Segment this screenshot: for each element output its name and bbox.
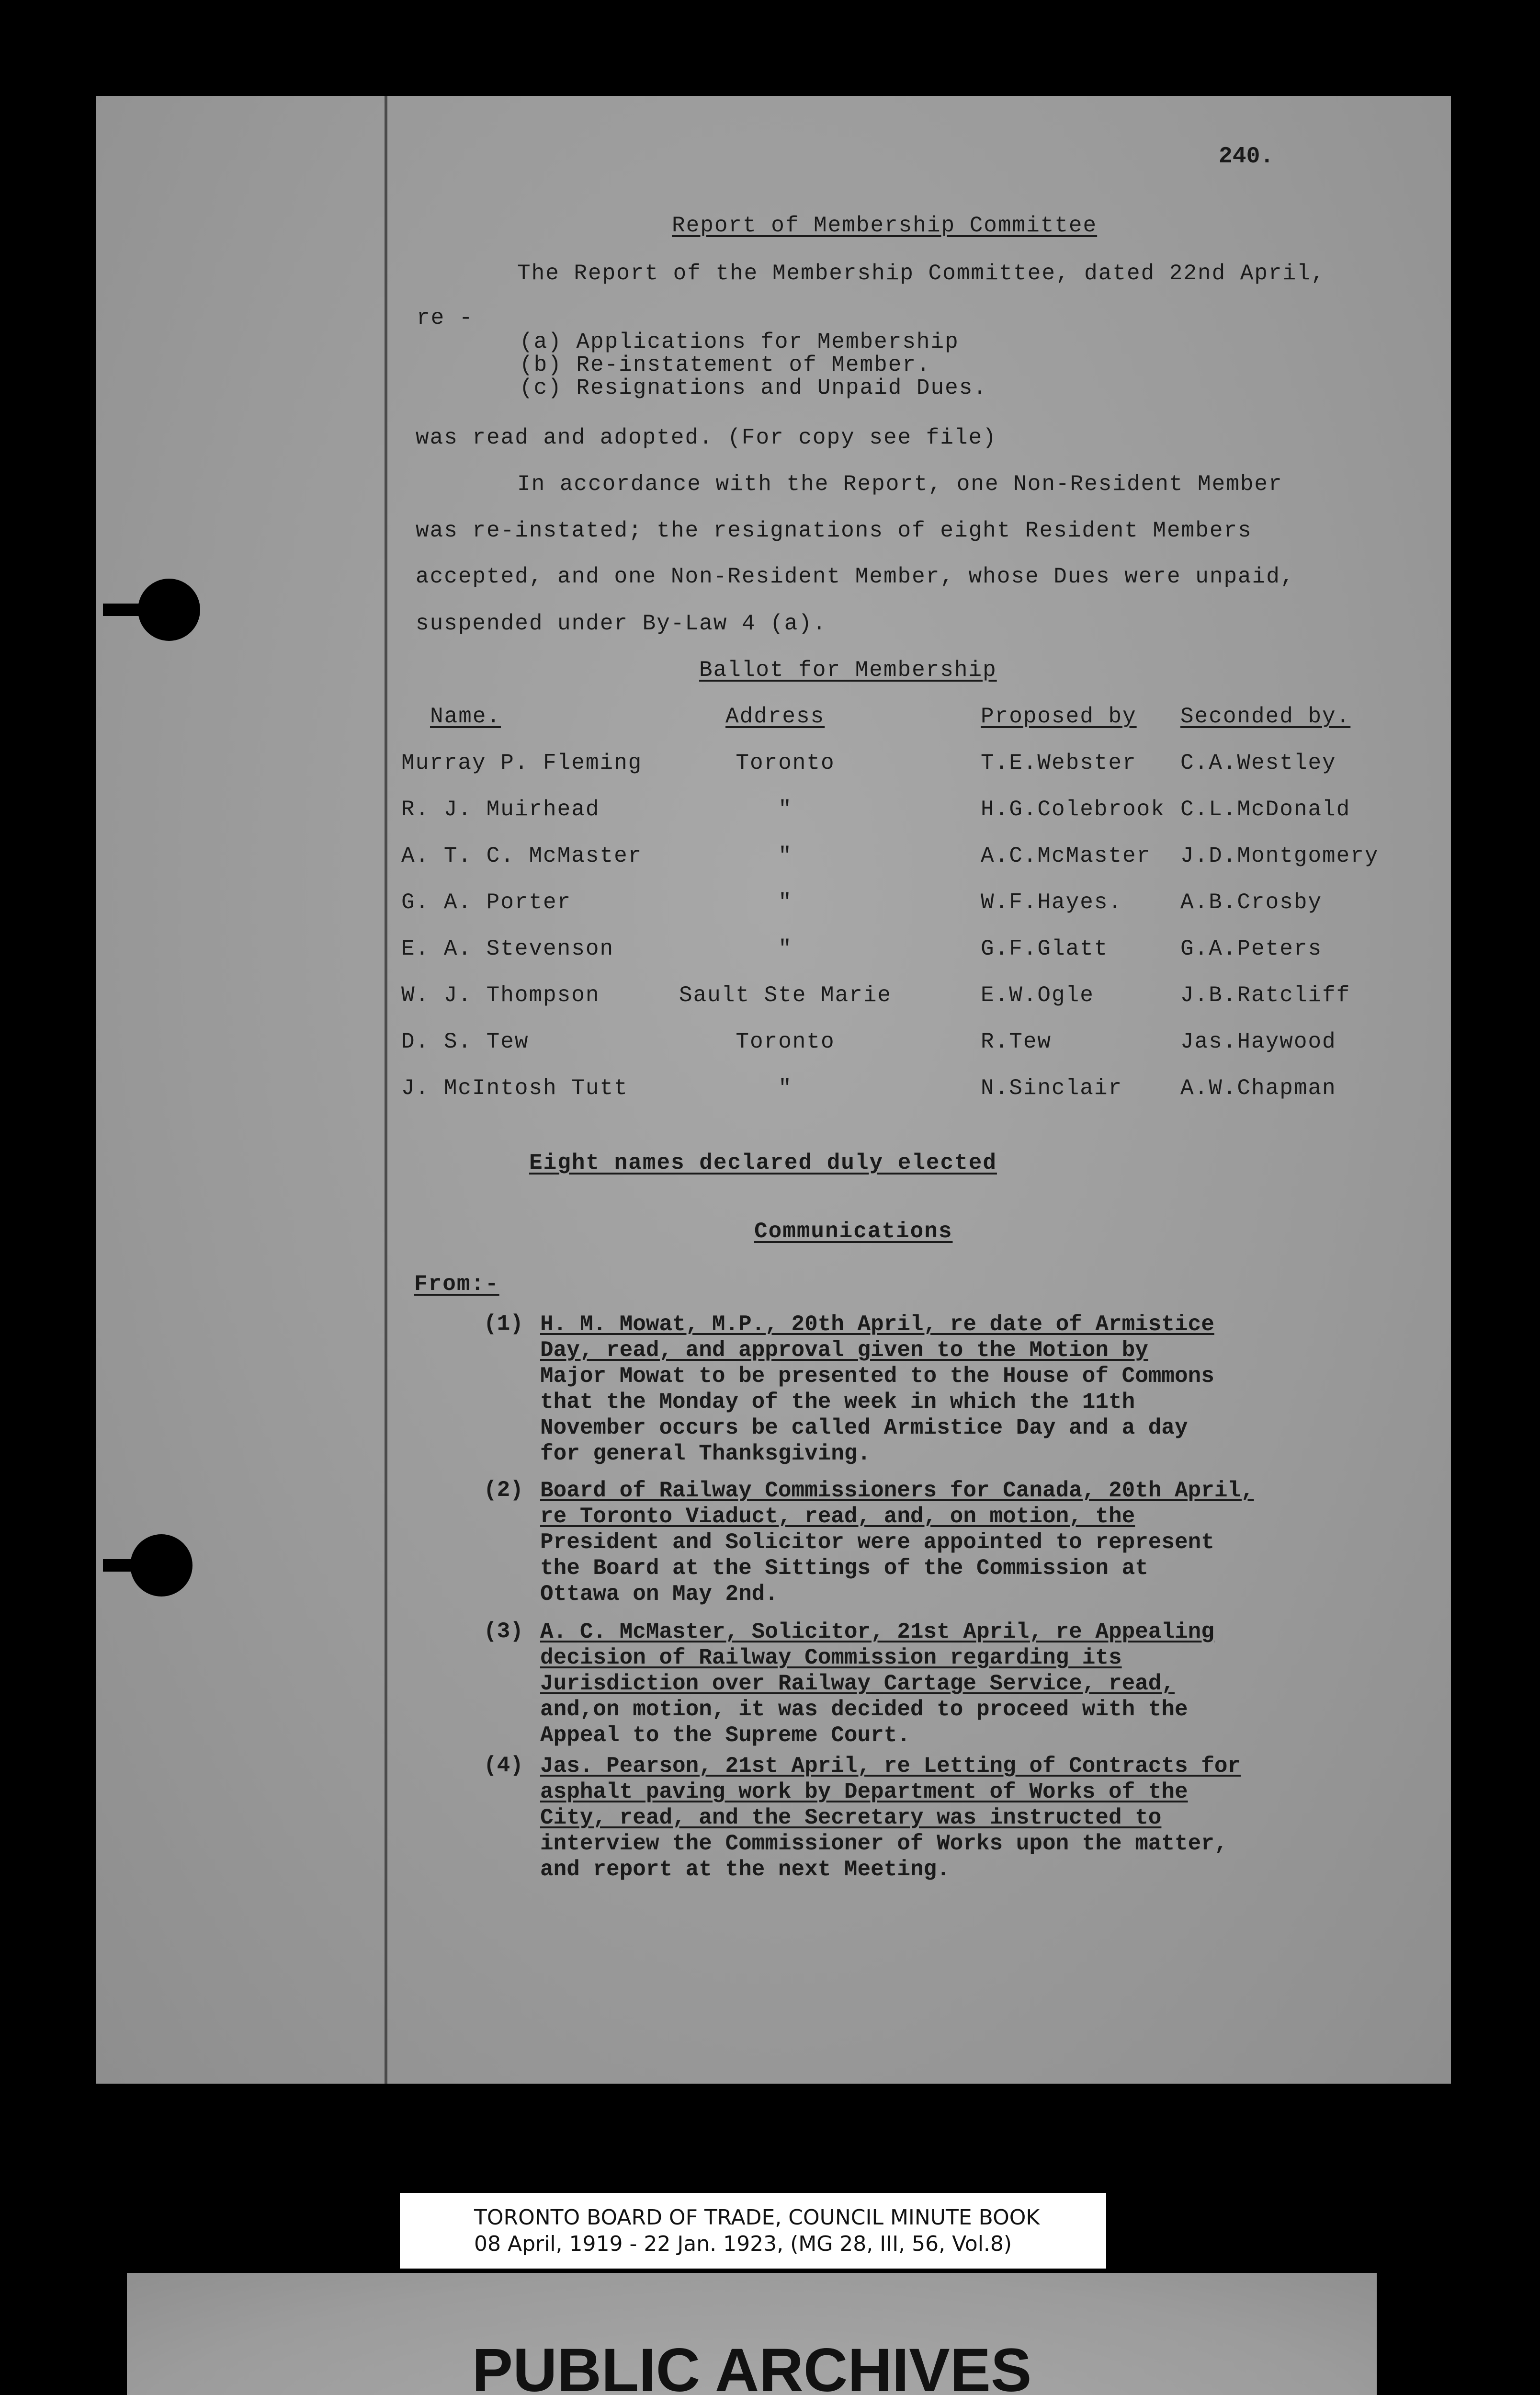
ballot-footer: Eight names declared duly elected [529, 1151, 997, 1175]
communication-line: and,on motion, it was decided to proceed with the [540, 1697, 1188, 1722]
ballot-cell-name: J. McIntosh Tutt [401, 1076, 628, 1101]
ballot-header-proposed: Proposed by [981, 704, 1137, 729]
communication-line: Jas. Pearson, 21st April, re Letting of Contracts for [540, 1754, 1241, 1779]
ballot-cell-proposed: R.Tew [981, 1029, 1052, 1054]
communication-line: A. C. McMaster, Solicitor, 21st April, re Appealing [540, 1619, 1214, 1644]
report-para-line: In accordance with the Report, one Non-Resident Member [517, 472, 1283, 497]
ballot-cell-proposed: N.Sinclair [981, 1076, 1123, 1101]
communication-line: and report at the next Meeting. [540, 1857, 950, 1882]
communication-number: (4) [484, 1753, 523, 1778]
communication-line: Jurisdiction over Railway Cartage Service, read, [540, 1671, 1175, 1696]
margin-rule [385, 96, 387, 2084]
ballot-cell-address: " [778, 1076, 793, 1101]
ballot-cell-name: G. A. Porter [401, 890, 572, 915]
ballot-cell-address: " [778, 936, 793, 961]
communication-line: re Toronto Viaduct, read, and, on motion, the [540, 1504, 1135, 1529]
ballot-cell-seconded: J.D.Montgomery [1180, 844, 1379, 868]
communication-item [540, 1753, 1241, 1882]
binder-hole-bottom [130, 1534, 192, 1597]
ballot-cell-name: D. S. Tew [401, 1029, 529, 1054]
report-item: (a) Applications for Membership [520, 330, 959, 354]
report-item: (c) Resignations and Unpaid Dues. [520, 376, 987, 400]
communication-number: (2) [484, 1478, 523, 1503]
communication-line: that the Monday of the week in which the 11th [540, 1390, 1135, 1414]
communication-line: Appeal to the Supreme Court. [540, 1723, 910, 1748]
report-adopted: was read and adopted. (For copy see file) [416, 425, 997, 450]
ballot-cell-seconded: A.B.Crosby [1180, 890, 1323, 915]
ballot-cell-name: A. T. C. McMaster [401, 844, 643, 868]
ballot-cell-name: W. J. Thompson [401, 983, 600, 1008]
archives-stamp [127, 2273, 1377, 2395]
report-heading: Report of Membership Committee [672, 213, 1098, 238]
ballot-title: Ballot for Membership [699, 658, 997, 683]
stamp-line-1: PUBLIC ARCHIVES [472, 2336, 1032, 2395]
communication-number: (1) [484, 1312, 523, 1336]
ballot-header-name: Name. [430, 704, 501, 729]
ballot-cell-address: " [778, 844, 793, 868]
communication-line: City, read, and the Secretary was instructed to [540, 1805, 1162, 1830]
archive-label-line-1: TORONTO BOARD OF TRADE, COUNCIL MINUTE BOOK [474, 2205, 1040, 2230]
archive-reference-label [400, 2193, 1106, 2269]
communication-item [540, 1619, 1214, 1748]
communication-line: Board of Railway Commissioners for Canada, 20th April, [540, 1478, 1254, 1503]
ballot-cell-seconded: C.A.Westley [1180, 751, 1336, 776]
report-para-line: suspended under By-Law 4 (a). [416, 611, 827, 636]
communication-line: decision of Railway Commission regarding its [540, 1645, 1122, 1670]
communications-from: From:- [414, 1272, 499, 1297]
communication-number: (3) [484, 1619, 523, 1644]
page-number: 240. [1219, 144, 1274, 170]
report-para-line: was re-instated; the resignations of eight Resident Members [416, 518, 1252, 543]
ballot-cell-name: R. J. Muirhead [401, 797, 600, 822]
ballot-cell-seconded: Jas.Haywood [1180, 1029, 1336, 1054]
ballot-cell-name: Murray P. Fleming [401, 751, 643, 776]
communication-item [540, 1312, 1214, 1467]
communication-line: November occurs be called Armistice Day and a day [540, 1415, 1188, 1440]
communication-line: the Board at the Sittings of the Commission at [540, 1556, 1148, 1581]
ballot-cell-seconded: G.A.Peters [1180, 936, 1323, 961]
ballot-cell-proposed: H.G.Colebrook [981, 797, 1165, 822]
communication-line: Major Mowat to be presented to the House of Commons [540, 1364, 1214, 1389]
communication-line: Ottawa on May 2nd. [540, 1582, 778, 1607]
ballot-header-seconded: Seconded by. [1180, 704, 1351, 729]
ballot-cell-address: Toronto [736, 1029, 835, 1054]
communications-title: Communications [754, 1219, 953, 1244]
ballot-cell-address: Sault Ste Marie [679, 983, 892, 1008]
communication-line: for general Thanksgiving. [540, 1441, 871, 1466]
ballot-cell-address: Toronto [736, 751, 835, 776]
ballot-cell-name: E. A. Stevenson [401, 936, 614, 961]
communication-line: asphalt paving work by Department of Works of the [540, 1779, 1188, 1804]
ballot-cell-proposed: G.F.Glatt [981, 936, 1109, 961]
report-line-1: The Report of the Membership Committee, dated 22nd April, [517, 261, 1325, 286]
communication-line: H. M. Mowat, M.P., 20th April, re date of Armistice [540, 1312, 1214, 1337]
ballot-cell-proposed: A.C.McMaster [981, 844, 1151, 868]
ballot-cell-seconded: A.W.Chapman [1180, 1076, 1336, 1101]
ballot-cell-proposed: E.W.Ogle [981, 983, 1094, 1008]
ballot-cell-address: " [778, 797, 793, 822]
communication-item [540, 1478, 1254, 1607]
ballot-cell-seconded: J.B.Ratcliff [1180, 983, 1351, 1008]
ballot-cell-address: " [778, 890, 793, 915]
report-para-line: accepted, and one Non-Resident Member, whose Dues were unpaid, [416, 564, 1295, 589]
report-items [520, 331, 987, 399]
binder-hole-top [138, 579, 200, 641]
ballot-cell-proposed: T.E.Webster [981, 751, 1137, 776]
report-item: (b) Re-instatement of Member. [520, 353, 931, 377]
communication-line: Day, read, and approval given to the Motion by [540, 1338, 1148, 1363]
ballot-header-address: Address [725, 704, 825, 729]
communication-line: President and Solicitor were appointed to represent [540, 1530, 1214, 1555]
ballot-cell-seconded: C.L.McDonald [1180, 797, 1351, 822]
archive-label-line-2: 08 April, 1919 - 22 Jan. 1923, (MG 28, III, 56, Vol.8) [474, 2232, 1012, 2256]
ballot-cell-proposed: W.F.Hayes. [981, 890, 1123, 915]
communication-line: interview the Commissioner of Works upon the matter, [540, 1831, 1228, 1856]
report-re: re - [417, 306, 474, 331]
